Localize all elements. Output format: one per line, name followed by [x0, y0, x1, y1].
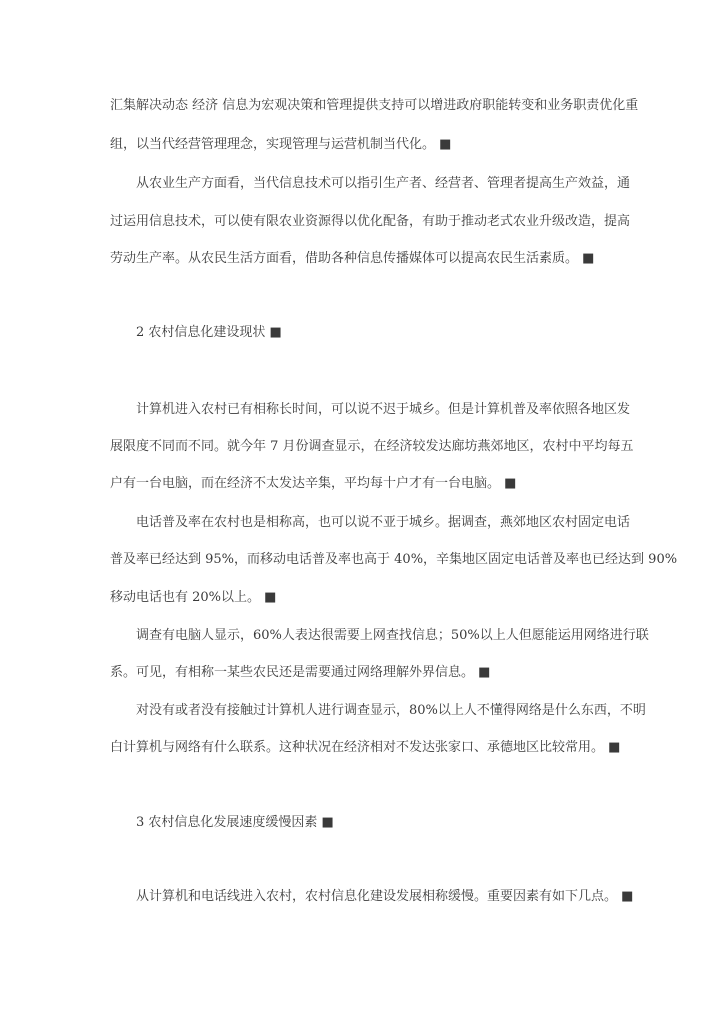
text-line: 普及率已经达到 95%，而移动电话普及率也高于 40%，辛集地区固定电话普及率也已经达到 90% — [110, 552, 678, 567]
text-line: 移动电话也有 20%以上。 ■ — [110, 590, 277, 605]
text-line: 组，以当代经营管理理念，实现管理与运营机制当代化。 ■ — [110, 137, 452, 152]
text-line: 对没有或者没有接触过计算机人进行调查显示，80%以上人不懂得网络是什么东西，不明 — [136, 703, 646, 718]
text-line: 从农业生产方面看，当代信息技术可以指引生产者、经营者、管理者提高生产效益，通 — [136, 176, 631, 191]
text-line: 过运用信息技术，可以使有限农业资源得以优化配备，有助于推动老式农业升级改造，提高 — [110, 214, 631, 229]
text-line: 汇集解决动态 经济 信息为宏观决策和管理提供支持可以增进政府职能转变和业务职责优化重 — [110, 98, 639, 113]
text-line: 系。可见，有相称一某些农民还是需要通过网络理解外界信息。 ■ — [110, 665, 491, 680]
text-line: 电话普及率在农村也是相称高，也可以说不亚于城乡。据调查，燕郊地区农村固定电话 — [136, 515, 631, 530]
text-line: 展限度不同而不同。就今年 7 月份调查显示，在经济较发达廊坊燕郊地区，农村中平均每五 — [110, 439, 634, 454]
text-line: 劳动生产率。从农民生活方面看，借助各种信息传播媒体可以提高农民生活素质。 ■ — [110, 251, 595, 266]
text-line: 从计算机和电话线进入农村，农村信息化建设发展相称缓慢。重要因素有如下几点。 ■ — [136, 889, 634, 904]
text-line: 调查有电脑人显示，60%人表达很需要上网查找信息；50%以上人但愿能运用网络进行联 — [136, 628, 649, 643]
section-heading: 2 农村信息化建设现状 ■ — [136, 325, 282, 340]
section-heading: 3 农村信息化发展速度缓慢因素 ■ — [136, 815, 334, 830]
text-line: 白计算机与网络有什么联系。这种状况在经济相对不发达张家口、承德地区比较常用。 ■ — [110, 740, 621, 755]
text-line: 计算机进入农村已有相称长时间，可以说不迟于城乡。但是计算机普及率依照各地区发 — [136, 402, 631, 417]
text-line: 户有一台电脑，而在经济不太发达辛集，平均每十户才有一台电脑。 ■ — [110, 476, 517, 491]
